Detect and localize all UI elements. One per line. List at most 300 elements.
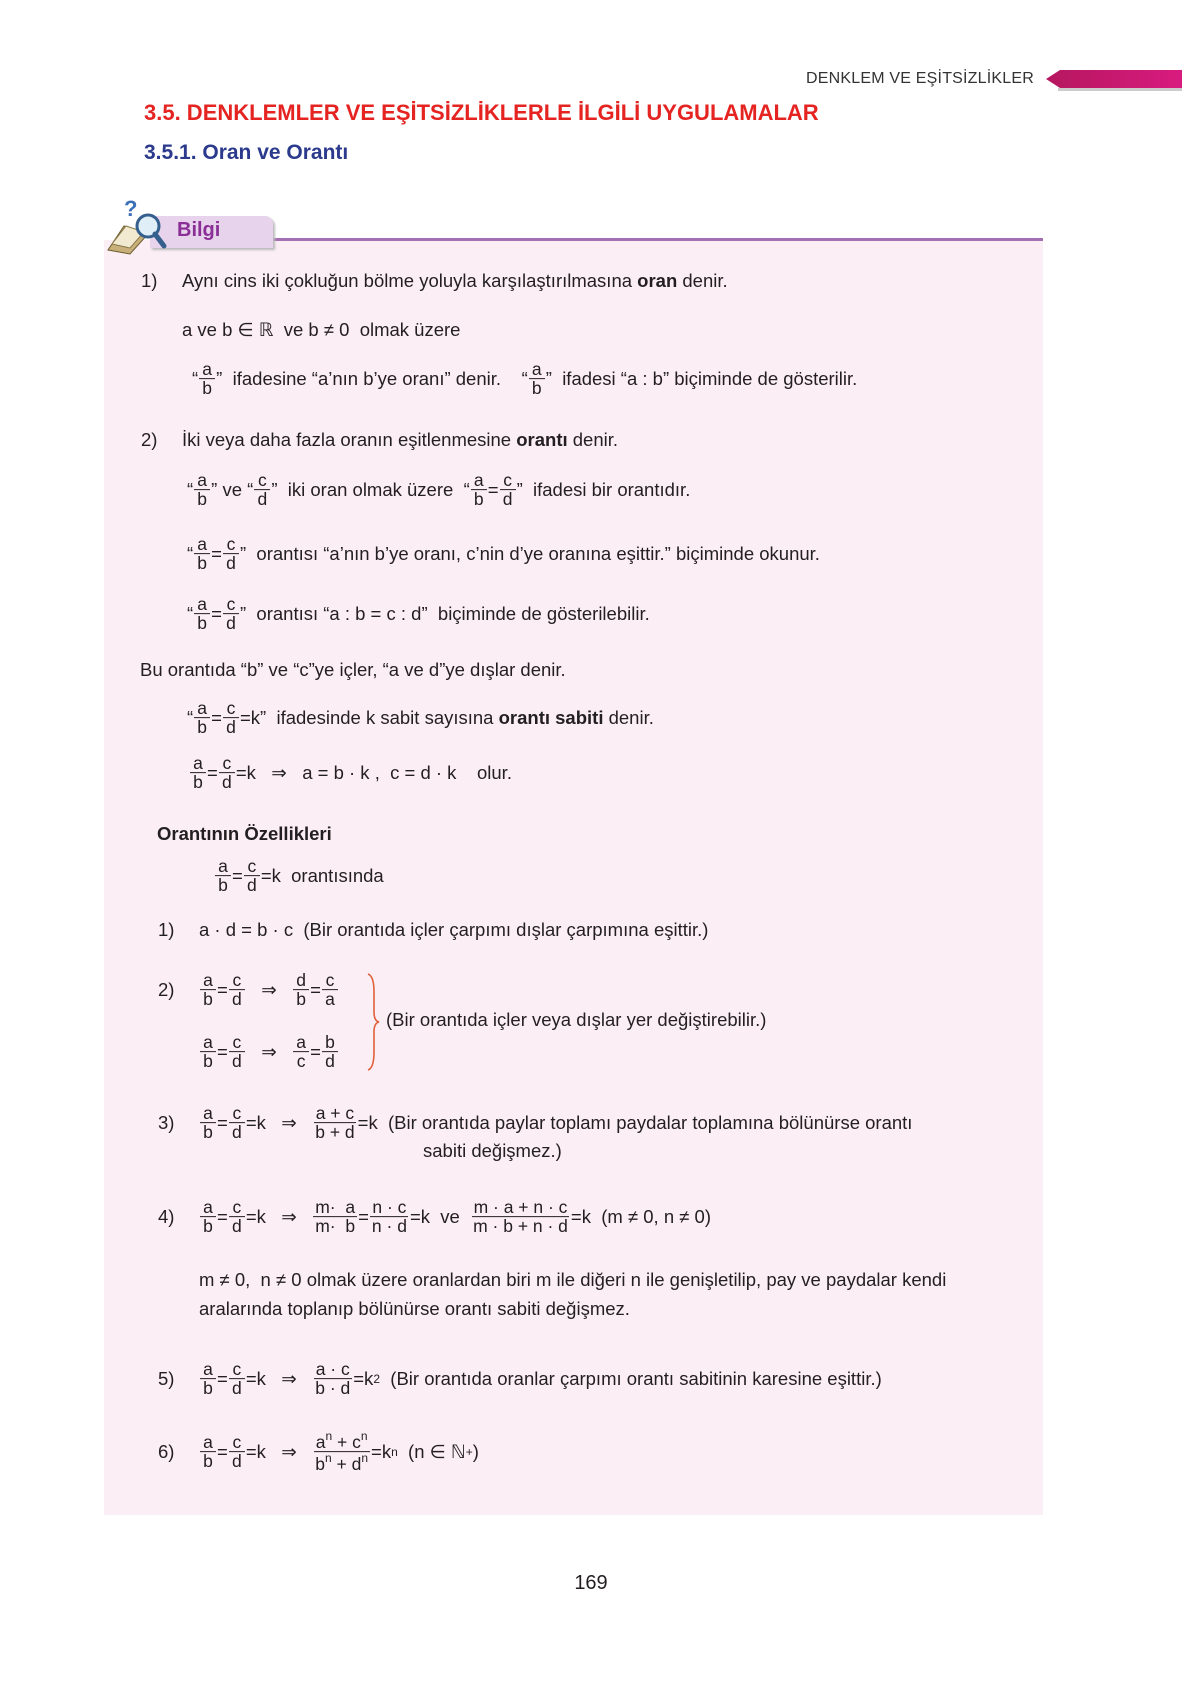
text: =k (m ≠ 0, n ≠ 0) [570, 1206, 711, 1227]
text: =k ⇒ [245, 1206, 313, 1227]
property-3-continued [423, 1140, 562, 1162]
numerator [314, 1104, 356, 1123]
text: c [325, 970, 335, 991]
property-1 [158, 919, 708, 941]
text: = [217, 1112, 228, 1133]
text: a · c [315, 1359, 350, 1380]
text: “ [187, 479, 194, 500]
bold-term: orantı sabiti [498, 707, 604, 728]
text: = [207, 762, 218, 783]
numerator [194, 471, 210, 490]
numerator [194, 595, 210, 614]
text: b [203, 1451, 213, 1472]
text: =k [353, 1368, 374, 1389]
numerator [472, 1198, 570, 1217]
bold-term: Orantının Özellikleri [157, 823, 332, 844]
text: ” ve “ [211, 479, 254, 500]
denominator [191, 774, 205, 792]
text: İki veya daha fazla oranın eşitlenmesine [182, 429, 517, 450]
text: ” ifadesi “a : b” biçiminde de gösterilir. [545, 368, 858, 389]
text: + d [331, 1454, 362, 1475]
text: a [203, 1032, 213, 1053]
text: a [218, 856, 228, 877]
text: ” orantısı “a’nın b’ye oranı, c’nin d’ye oranına eşittir.” biçiminde okunur. [239, 543, 820, 564]
fraction [229, 1104, 245, 1142]
text: ” ifadesine “a’nın b’ye oranı” denir. “ [216, 368, 528, 389]
text: ” iki oran olmak üzere “ [271, 479, 470, 500]
text: (Bir orantıda oranlar çarpımı orantı sabitinin karesine eşittir.) [380, 1368, 882, 1389]
item-number: 2) [158, 979, 175, 1000]
text: b [296, 989, 307, 1010]
denominator [201, 1053, 215, 1071]
ratio-notation [192, 360, 857, 398]
text: = [217, 979, 228, 1000]
text: = [211, 543, 222, 564]
denominator [201, 1124, 215, 1142]
proportion-reading [187, 535, 820, 573]
fraction [194, 535, 210, 573]
text: =k (Bir orantıda paylar toplamı paydalar toplamına bölünürse orantı [357, 1112, 913, 1133]
text: b [202, 378, 213, 399]
fraction [200, 1360, 216, 1398]
denominator [471, 1218, 570, 1236]
text: ) [472, 1441, 479, 1462]
denominator [201, 1453, 215, 1471]
chapter-header-bar [1046, 70, 1182, 88]
text: a [197, 470, 208, 491]
denominator [294, 991, 308, 1009]
text: n · c [372, 1197, 407, 1218]
text: (n ∈ ℕ [397, 1441, 466, 1462]
superscript: n [361, 1451, 369, 1466]
fraction [199, 360, 215, 398]
text: = [487, 479, 499, 500]
property-4-note-line2 [199, 1298, 630, 1320]
superscript: n [325, 1429, 333, 1444]
svg-text:?: ? [124, 196, 138, 221]
property-2a [158, 971, 339, 1009]
denominator [216, 877, 230, 895]
text: d [257, 489, 268, 510]
text: d [325, 1051, 335, 1072]
fraction [500, 471, 516, 509]
numerator [314, 1360, 352, 1379]
property-4 [158, 1198, 711, 1236]
text: a [296, 1032, 307, 1053]
text: denir. [567, 429, 619, 450]
item-number: 4) [158, 1206, 175, 1227]
text: = [232, 865, 243, 886]
numerator [471, 471, 487, 490]
fraction [293, 1033, 309, 1071]
chapter-header-bar-shadow [1058, 88, 1182, 91]
fraction [229, 1033, 245, 1071]
item-number: 6) [158, 1441, 175, 1462]
fraction [370, 1198, 409, 1236]
fraction [229, 1198, 245, 1236]
text: =k [371, 1441, 392, 1462]
fraction [194, 699, 210, 737]
text: =k ⇒ [245, 1112, 313, 1133]
text: “ [187, 603, 194, 624]
denominator [230, 1218, 244, 1236]
text: m · a + n · c [473, 1197, 568, 1218]
denominator [224, 615, 238, 633]
text: a + c [315, 1103, 355, 1124]
text: d [231, 989, 242, 1010]
fraction [194, 595, 210, 633]
text: = [211, 707, 222, 728]
item-number: 1) [141, 270, 158, 291]
property-6 [158, 1430, 479, 1474]
text: b [197, 717, 208, 738]
text: Aynı cins iki çokluğun bölme yoluyla karşılaştırılmasına [182, 270, 638, 291]
text: b [315, 1454, 325, 1475]
fraction [471, 1198, 570, 1236]
section-title: 3.5. DENKLEMLER VE EŞİTSİZLİKLERLE İLGİLİ UYGULAMALAR [144, 100, 819, 125]
property-2-note [386, 1009, 766, 1031]
text: = [358, 1206, 369, 1227]
condition-line [182, 319, 460, 341]
item-number: 3) [158, 1112, 175, 1133]
denominator [195, 491, 209, 509]
text: c [232, 1197, 242, 1218]
denominator [230, 1380, 244, 1398]
denominator [195, 719, 209, 737]
text: “ [192, 368, 199, 389]
text: = [217, 1368, 228, 1389]
text: “ [187, 707, 194, 728]
text: a [197, 698, 208, 719]
superscript: n [391, 1445, 398, 1459]
numerator [223, 535, 239, 554]
numerator [229, 971, 245, 990]
text: ⇒ [245, 1041, 293, 1062]
denominator [323, 991, 337, 1009]
numerator [219, 754, 235, 773]
numerator [229, 1033, 245, 1052]
text: c [222, 753, 232, 774]
numerator [223, 699, 239, 718]
text: b · d [315, 1378, 351, 1399]
numerator [313, 1198, 357, 1217]
text: sabiti değişmez.) [423, 1140, 562, 1161]
text: = [310, 1041, 321, 1062]
numerator [200, 971, 216, 990]
fraction [200, 1033, 216, 1071]
numerator [529, 360, 545, 379]
fraction [229, 971, 245, 1009]
fraction [190, 754, 206, 792]
text: b [197, 553, 208, 574]
property-2b [199, 1033, 339, 1071]
fraction [322, 971, 338, 1009]
denominator [313, 1124, 356, 1142]
denominator [195, 615, 209, 633]
definition-proportion [141, 429, 618, 451]
text: m ≠ 0, n ≠ 0 olmak üzere oranlardan biri m ile diğeri n ile genişletilip, pay ve paydalar kendi [199, 1269, 947, 1290]
text: b [531, 378, 542, 399]
text: =k ⇒ a = b · k , c = d · k olur. [235, 762, 512, 783]
text: d [246, 875, 257, 896]
text: c [257, 470, 267, 491]
text: c [226, 698, 236, 719]
denominator [370, 1218, 409, 1236]
text: ” ifadesi bir orantıdır. [516, 479, 691, 500]
denominator [201, 1380, 215, 1398]
text: d [231, 1122, 242, 1143]
text: aralarında toplanıp bölünürse orantı sabiti değişmez. [199, 1298, 630, 1319]
denominator [501, 491, 515, 509]
curly-brace-icon [366, 972, 380, 1077]
text: b + d [315, 1122, 355, 1143]
text: =k” ifadesinde k sabit sayısına [239, 707, 499, 728]
text: = [310, 979, 321, 1000]
fraction [229, 1433, 245, 1471]
denominator [195, 555, 209, 573]
denominator [323, 1053, 337, 1071]
text: b [197, 489, 208, 510]
text: c [503, 470, 512, 491]
text: d [231, 1451, 242, 1472]
subsection-title: 3.5.1. Oran ve Orantı [144, 141, 349, 164]
property-3 [158, 1104, 912, 1142]
text: = [217, 1441, 228, 1462]
info-box-label: Bilgi [177, 219, 221, 241]
text: ” orantısı “a : b = c : d” biçiminde de gösterilebilir. [239, 603, 650, 624]
text: c [247, 856, 257, 877]
proportion-notation [187, 595, 650, 633]
text: d [231, 1051, 242, 1072]
text: b [203, 1378, 213, 1399]
denominator [230, 1053, 244, 1071]
fraction [200, 1104, 216, 1142]
numerator [229, 1104, 245, 1123]
denominator [230, 1453, 244, 1471]
numerator [200, 1198, 216, 1217]
superscript: n [360, 1429, 368, 1444]
properties-heading [157, 823, 332, 845]
text: (Bir orantıda içler veya dışlar yer değiştirebilir.) [386, 1009, 767, 1030]
numerator [370, 1198, 408, 1217]
numerator [229, 1360, 245, 1379]
text: a [473, 470, 484, 491]
text: a [203, 1197, 213, 1218]
text: b [203, 1122, 213, 1143]
fraction [219, 754, 235, 792]
text: a [203, 970, 213, 991]
superscript: 2 [373, 1372, 380, 1386]
fraction [223, 595, 239, 633]
text: b [203, 989, 213, 1010]
text: d [231, 1216, 242, 1237]
text: =k ⇒ [245, 1441, 313, 1462]
bold-term: orantı [516, 429, 568, 450]
text: a [315, 1432, 326, 1453]
numerator [200, 1033, 216, 1052]
fraction [313, 1360, 352, 1398]
fraction [200, 971, 216, 1009]
fraction [200, 1198, 216, 1236]
text: c [296, 1051, 306, 1072]
fraction [244, 857, 260, 895]
denominator [313, 1380, 352, 1398]
text: b [203, 1216, 213, 1237]
fraction [223, 699, 239, 737]
fraction [194, 471, 210, 509]
text: = [217, 1041, 228, 1062]
fraction [229, 1360, 245, 1398]
text: c [232, 1032, 242, 1053]
text: d [296, 970, 307, 991]
text: + c [332, 1432, 361, 1453]
numerator [223, 595, 239, 614]
text: m· b [315, 1216, 356, 1237]
text: a [193, 753, 203, 774]
definition-ratio [141, 270, 728, 292]
denominator [230, 1124, 244, 1142]
text: c [232, 1359, 242, 1380]
magnifier-book-question-icon [104, 196, 170, 261]
numerator [244, 857, 260, 876]
item-number: 5) [158, 1368, 175, 1389]
info-box-divider [262, 238, 1043, 241]
fraction [322, 1033, 338, 1071]
denominator [530, 380, 544, 398]
text: ⇒ [245, 979, 293, 1000]
text: “ [187, 543, 194, 564]
denominator [313, 1453, 370, 1474]
text: a [203, 1432, 213, 1453]
superscript: + [465, 1445, 473, 1459]
text: a [203, 1359, 213, 1380]
item-number: 1) [158, 919, 175, 940]
text: denir. [603, 707, 654, 728]
text: a [202, 359, 213, 380]
text: = [211, 603, 222, 624]
denominator [200, 380, 214, 398]
fraction [200, 1433, 216, 1471]
text: b [203, 1051, 213, 1072]
denominator [255, 491, 269, 509]
proportion-example [187, 471, 690, 509]
text: b [325, 1032, 335, 1053]
numerator [215, 857, 231, 876]
text: d [231, 1378, 242, 1399]
text: c [226, 594, 236, 615]
property-4-note-line1 [199, 1269, 946, 1291]
property-5 [158, 1360, 882, 1398]
text: m· a [315, 1197, 356, 1218]
text: a · d = b · c (Bir orantıda içler çarpımı dışlar çarpımına eşittir.) [199, 919, 709, 940]
numerator [229, 1433, 245, 1452]
text: a [531, 359, 542, 380]
text: d [226, 553, 236, 574]
text: n · d [371, 1216, 407, 1237]
text: a [325, 989, 335, 1010]
text: c [232, 970, 242, 991]
text: b [193, 772, 203, 793]
text: =k ⇒ [245, 1368, 313, 1389]
inner-outer-terms [140, 659, 566, 681]
text: b [218, 875, 228, 896]
fraction [313, 1104, 356, 1142]
fraction [254, 471, 270, 509]
numerator [500, 471, 516, 490]
denominator [295, 1053, 308, 1071]
denominator [201, 1218, 215, 1236]
numerator [200, 1433, 216, 1452]
bold-term: oran [637, 270, 678, 291]
text: b [473, 489, 484, 510]
proportion-constant [187, 699, 654, 737]
numerator [229, 1198, 245, 1217]
denominator [230, 991, 244, 1009]
denominator [472, 491, 486, 509]
fraction [471, 471, 487, 509]
numerator [194, 699, 210, 718]
properties-premise [214, 857, 384, 895]
numerator [314, 1430, 370, 1452]
fraction [215, 857, 231, 895]
text: c [232, 1103, 242, 1124]
numerator [293, 1033, 309, 1052]
text: b [197, 613, 208, 634]
text: c [226, 534, 236, 555]
page-number: 169 [574, 1572, 608, 1594]
denominator [224, 555, 238, 573]
text: a [197, 594, 208, 615]
text: m · b + n · d [473, 1216, 568, 1237]
text: a ve b ∈ ℝ ve b ≠ 0 olmak üzere [182, 319, 461, 340]
text: denir. [677, 270, 728, 291]
text: a [203, 1103, 213, 1124]
text: d [221, 772, 232, 793]
text: d [226, 717, 236, 738]
numerator [200, 1104, 216, 1123]
text: Bu orantıda “b” ve “c”ye içler, “a ve d”ye dışlar denir. [140, 659, 566, 680]
text: c [232, 1432, 242, 1453]
fraction [313, 1430, 370, 1474]
numerator [199, 360, 215, 379]
numerator [254, 471, 270, 490]
fraction [313, 1198, 357, 1236]
denominator [201, 991, 215, 1009]
numerator [322, 1033, 338, 1052]
proportion-constant-result [189, 754, 512, 792]
text: =k orantısında [260, 865, 384, 886]
text: d [502, 489, 513, 510]
denominator [245, 877, 259, 895]
text: = [217, 1206, 228, 1227]
numerator [190, 754, 206, 773]
chapter-header: DENKLEM VE EŞİTSİZLİKLER [806, 70, 1034, 87]
fraction [223, 535, 239, 573]
text: a [197, 534, 208, 555]
numerator [322, 971, 338, 990]
fraction [529, 360, 545, 398]
item-number: 2) [141, 429, 158, 450]
numerator [200, 1360, 216, 1379]
text: d [226, 613, 236, 634]
fraction [293, 971, 309, 1009]
numerator [293, 971, 309, 990]
denominator [313, 1218, 357, 1236]
superscript: n [324, 1451, 332, 1466]
text: =k ve [409, 1206, 471, 1227]
denominator [224, 719, 238, 737]
numerator [194, 535, 210, 554]
